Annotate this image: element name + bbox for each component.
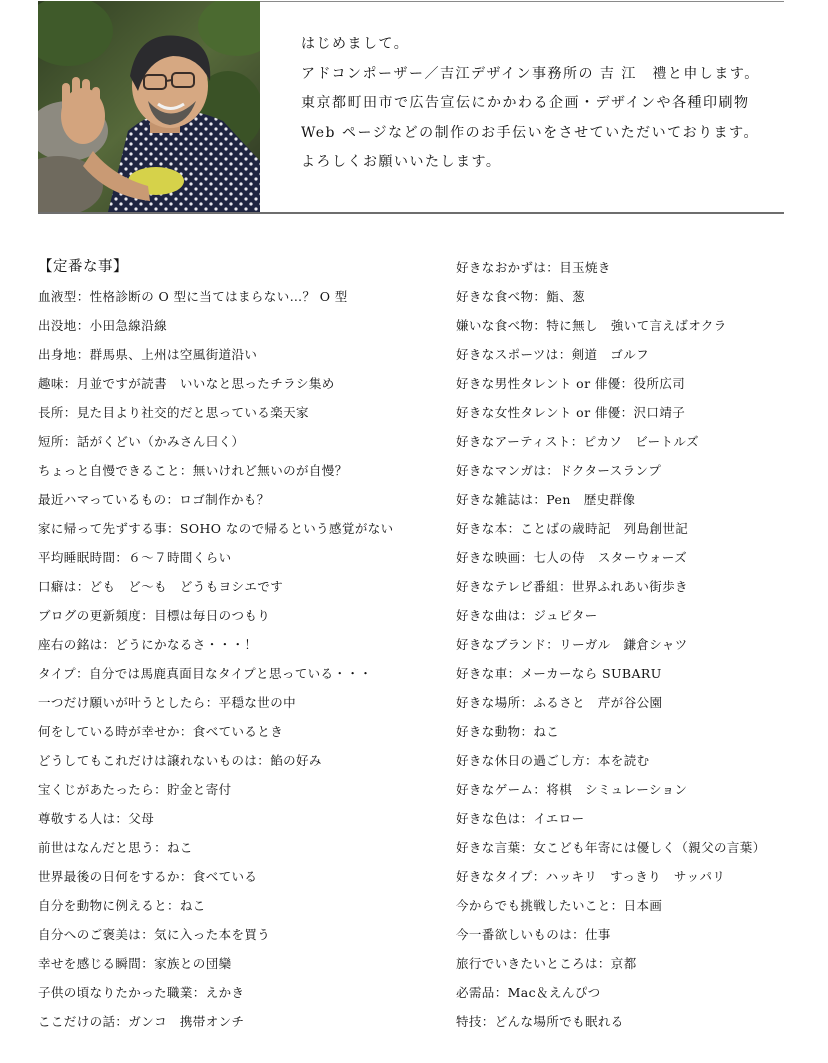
portrait-photo [38,1,260,212]
profile-item: 出没地：小田急線沿線 [38,318,168,333]
profile-item: 嫌いな食べ物：特に無し 強いて言えばオクラ [456,318,727,333]
intro-line: アドコンポーザー／吉江デザイン事務所の 吉 江 禮と申します。 [301,65,760,82]
profile-item: 短所：話がくどい（かみさん曰く） [38,434,245,449]
profile-item: 趣味：月並ですが読書 いいなと思ったチラシ集め [38,376,335,391]
profile-item: ちょっと自慢できること：無いけれど無いのが自慢？ [38,463,348,478]
section-divider [38,212,784,214]
profile-item: 平均睡眠時間：６〜７時間くらい [38,550,232,565]
profile-item: 世界最後の日何をするか：食べている [38,869,258,884]
profile-item: 好きなテレビ番組：世界ふれあい街歩き [456,579,688,594]
profile-item: タイプ：自分では馬鹿真面目なタイプと思っている・・・ [38,666,373,681]
profile-item: 血液型：性格診断の O 型に当てはまらない…？ O 型 [38,289,348,304]
profile-item: 何をしている時が幸せか：食べているとき [38,724,284,739]
profile-item: 好きな映画：七人の侍 スターウォーズ [456,550,688,565]
profile-item: ブログの更新頻度：目標は毎日のつもり [38,608,271,623]
profile-item: 出身地：群馬県、上州は空風街道沿い [38,347,258,362]
profile-right-column [456,253,796,1036]
intro-message [301,30,801,178]
profile-item: 好きなマンガは：ドクタースランプ [456,463,662,478]
profile-item: 今からでも挑戦したいこと：日本画 [456,898,663,913]
profile-item: 宝くじがあたったら：貯金と寄付 [38,782,232,797]
profile-item: 好きな曲は：ジュピター [456,608,598,623]
profile-item: 自分へのご褒美は：気に入った本を買う [38,927,271,942]
profile-item: 好きな動物：ねこ [456,724,560,739]
intro-line: はじめまして。 [301,36,410,52]
profile-item: 好きなゲーム：将棋 シミュレーション [456,782,688,797]
section-heading: 【定番な事】 [38,259,128,275]
profile-item: 好きな車：メーカーなら SUBARU [456,666,662,681]
profile-item: 必需品：Mac＆えんぴつ [456,985,601,1000]
profile-item: 好きな食べ物：鮨、葱 [456,289,586,304]
profile-item: 今一番欲しいものは：仕事 [456,927,611,942]
profile-item: どうしてもこれだけは譲れないものは：餡の好み [38,753,322,768]
intro-line: よろしくお願いいたします。 [301,154,502,170]
profile-item: 好きなアーティスト：ピカソ ビートルズ [456,434,699,449]
profile-item: 一つだけ願いが叶うとしたら：平穏な世の中 [38,695,297,710]
profile-left-column [38,253,438,1036]
profile-item: 好きな雑誌は：Pen 歴史群像 [456,492,636,507]
profile-item: 旅行でいきたいところは：京都 [456,956,637,971]
profile-item: 特技：どんな場所でも眠れる [456,1014,624,1029]
profile-item: 好きな休日の過ごし方：本を読む [456,753,650,768]
profile-item: 好きな男性タレント or 俳優：役所広司 [456,376,686,391]
profile-item: 好きな本：ことばの歳時記 列島創世記 [456,521,689,536]
profile-item: 好きな場所：ふるさと 芹が谷公園 [456,695,663,710]
profile-item: 家に帰って先ずする事：SOHO なので帰るという感覚がない [38,521,394,536]
profile-item: 長所：見た目より社交的だと思っている楽天家 [38,405,309,420]
profile-item: 好きなブランド：リーガル 鎌倉シャツ [456,637,688,652]
profile-item: 好きなタイプ：ハッキリ すっきり サッパリ [456,869,726,884]
profile-item: 好きな女性タレント or 俳優：沢口靖子 [456,405,686,420]
profile-item: 座右の銘は：どうにかなるさ・・・！ [38,637,258,652]
profile-item: 前世はなんだと思う：ねこ [38,840,193,855]
profile-item: 自分を動物に例えると：ねこ [38,898,206,913]
profile-item: 子供の頃なりたかった職業：えかき [38,985,245,1000]
profile-item: 口癖は：ども ど〜も どうもヨシエです [38,579,284,594]
profile-item: 幸せを感じる瞬間：家族との団欒 [38,956,232,971]
profile-item: 好きな言葉：女こども年寄には優しく（親父の言葉） [456,840,766,855]
profile-item: 好きな色は：イエロー [456,811,585,826]
intro-line: 東京都町田市で広告宣伝にかかわる企画・デザインや各種印刷物 [301,95,750,111]
profile-item: 最近ハマっているもの：ロゴ制作かも？ [38,492,270,507]
profile-item: 尊敬する人は：父母 [38,811,155,826]
portrait-illustration [38,1,260,212]
intro-line: Web ページなどの制作のお手伝いをさせていただいております。 [301,124,760,141]
profile-item: 好きなおかずは：目玉焼き [456,260,611,275]
profile-item: ここだけの話：ガンコ 携帯オンチ [38,1014,245,1029]
profile-item: 好きなスポーツは：剣道 ゴルフ [456,347,650,362]
